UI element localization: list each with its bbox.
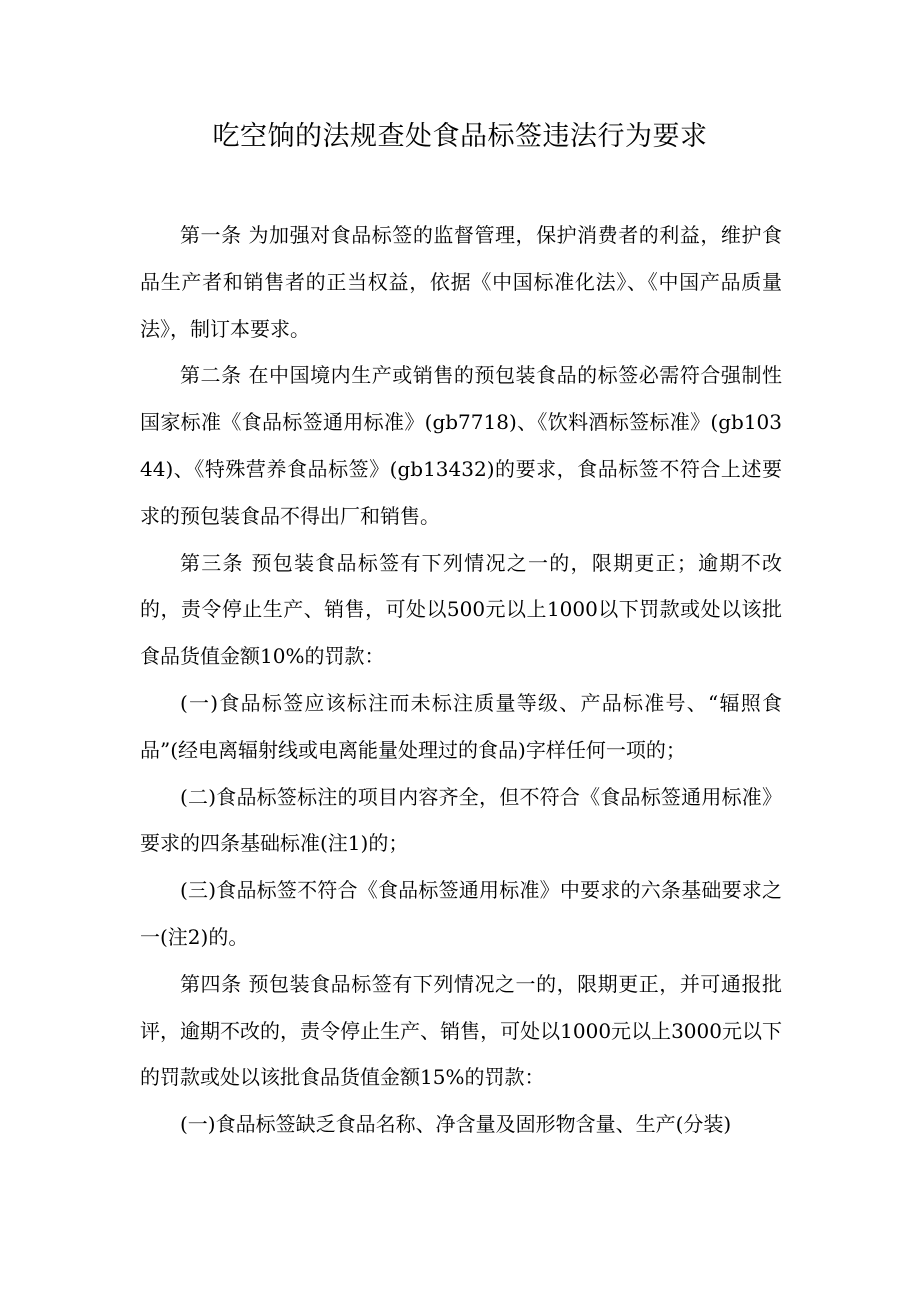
article-1-paragraph: 第一条 为加强对食品标签的监督管理，保护消费者的利益，维护食品生产者和销售者的正当权益，依据《中国标准化法》、《中国产品质量法》，制订本要求。: [140, 223, 782, 341]
article-3-item-3: (三)食品标签不符合《食品标签通用标准》中要求的六条基础要求之一(注2)的。: [140, 878, 782, 949]
article-3-item-2: (二)食品标签标注的项目内容齐全，但不符合《食品标签通用标准》要求的四条基础标准(注1)的；: [140, 784, 782, 856]
document-body: [140, 212, 782, 1148]
document-title: 吃空饷的法规查处食品标签违法行为要求: [212, 121, 708, 152]
article-2-paragraph: 第二条 在中国境内生产或销售的预包装食品的标签必需符合强制性国家标准《食品标签通用标准》(gb7718)、《饮料酒标签标准》(gb10344)、《特殊营养食品标签》(gb13432)的要求，食品标签不符合上述要求的预包装食品不得出厂和销售。: [140, 363, 782, 528]
article-4-paragraph: 第四条 预包装食品标签有下列情况之一的，限期更正，并可通报批评，逾期不改的，责令停止生产、销售，可处以1000元以上3000元以下的罚款或处以该批食品货值金额15%的罚款：: [140, 971, 782, 1090]
article-3-paragraph: 第三条 预包装食品标签有下列情况之一的，限期更正；逾期不改的，责令停止生产、销售，可处以500元以上1000以下罚款或处以该批食品货值金额10%的罚款：: [140, 550, 782, 669]
article-4-item-1: (一)食品标签缺乏食品名称、净含量及固形物含量、生产(分装): [180, 1112, 732, 1137]
article-3-item-1: (一)食品标签应该标注而未标注质量等级、产品标准号、“辐照食品”(经电离辐射线或电离能量处理过的食品)字样任何一项的；: [140, 690, 782, 762]
